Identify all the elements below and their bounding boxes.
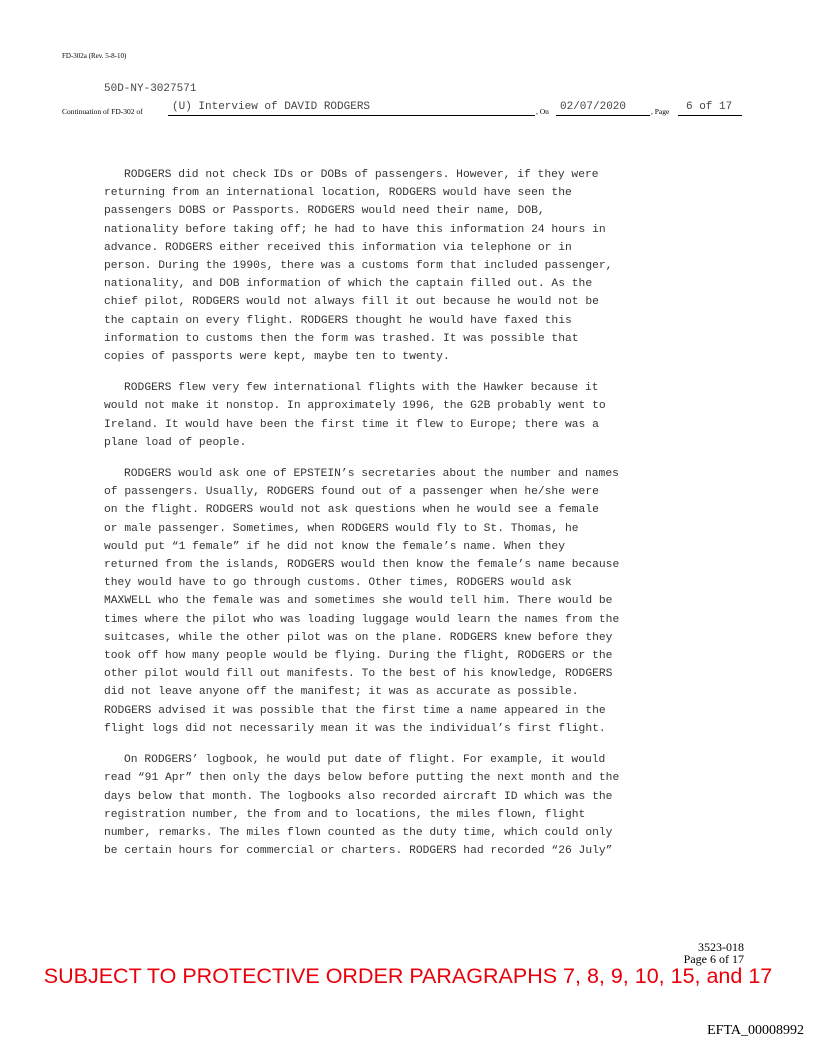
- on-label: , On: [536, 107, 549, 116]
- footer-identifiers: [684, 941, 744, 965]
- footer-page-number: Page 6 of 17: [683, 952, 744, 966]
- date-field: 02/07/2020: [556, 101, 650, 116]
- subject-field: (U) Interview of DAVID RODGERS: [168, 101, 535, 116]
- paragraph: RODGERS did not check IDs or DOBs of passengers. However, if they were returning from an international location, RODGERS would have seen the passengers DOBS or Passports. RODGERS would need their name, DOB, nationality before taking off; he had to have this information 24 hours in advance. RODGERS either received this information via telephone or in person. During the 1990s, there was a customs form that included passenger, nationality, and DOB information of which the captain filled out. As the chief pilot, RODGERS would not always fill it out because he would not be the captain on every flight. RODGERS thought he would have faxed this information to customs then the form was trashed. It was possible that copies of passports were kept, maybe ten to twenty.: [104, 169, 613, 364]
- form-number: FD-302a (Rev. 5-8-10): [62, 52, 127, 60]
- protective-order-banner: SUBJECT TO PROTECTIVE ORDER PARAGRAPHS 7, 8, 9, 10, 15, and 17: [43, 964, 773, 988]
- page-label: , Page: [651, 107, 670, 116]
- interview-body: [104, 166, 694, 873]
- page-field: 6 of 17: [678, 101, 742, 116]
- continuation-line: [62, 98, 752, 116]
- paragraph: On RODGERS’ logbook, he would put date of flight. For example, it would read “91 Apr” then only the days below before putting the next month and the days below that month. The logbooks also recorded aircraft ID which was the registration number, the from and to locations, the miles flown, flight number, remarks. The miles flown counted as the duty time, which could only be certain hours for commercial or charters. RODGERS had recorded “26 July”: [104, 754, 620, 858]
- paragraph: RODGERS would ask one of EPSTEIN’s secretaries about the number and names of passengers. Usually, RODGERS found out of a passenger when he/she were on the flight. RODGERS would not ask questions when he would see a female or male passenger. Sometimes, when RODGERS would fly to St. Thomas, he would put “1 female” if he did not know the female’s name. When they returned from the islands, RODGERS would then know the female’s name because they would have to go through customs. Other times, RODGERS would ask MAXWELL who the female was and sometimes she would tell him. There would be times where the pilot who was loading luggage would learn the names from the suitcases, while the other pilot was on the plane. RODGERS knew before they took off how many people would be flying. During the flight, RODGERS or the other pilot would fill out manifests. To the best of his knowledge, RODGERS did not leave anyone off the manifest; it was as accurate as possible. RODGERS advised it was possible that the first time a name appeared in the flight logs did not necessarily mean it was the individual’s first flight.: [104, 468, 620, 735]
- paragraph: RODGERS flew very few international flights with the Hawker because it would not make it nonstop. In approximately 1996, the G2B probably went to Ireland. It would have been the first time it flew to Europe; there was a plane load of people.: [104, 382, 606, 449]
- continuation-label: Continuation of FD-302 of: [62, 107, 143, 116]
- file-number: 50D-NY-3027571: [104, 83, 197, 95]
- efta-id: EFTA_00008992: [707, 1023, 804, 1038]
- bates-number: 3523-018: [698, 940, 744, 954]
